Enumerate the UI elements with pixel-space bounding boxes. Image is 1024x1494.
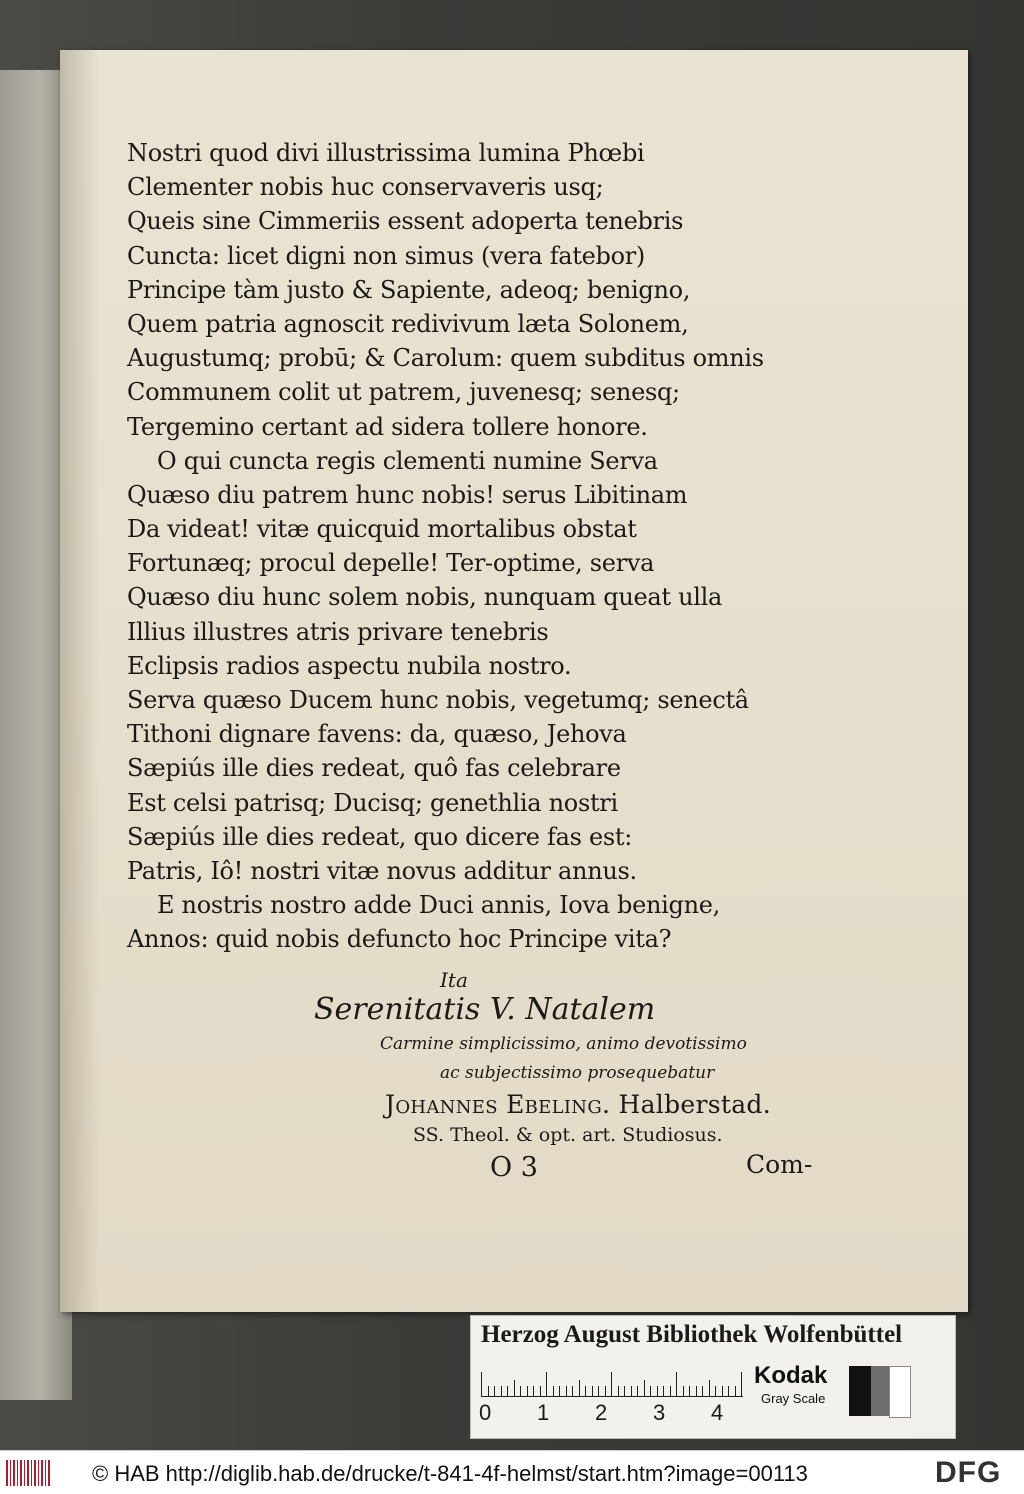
verse-line: Da videat! vitæ quicquid mortalibus obstat <box>127 515 637 544</box>
swatch-black <box>849 1366 871 1416</box>
ruler-tick <box>598 1386 599 1396</box>
ruler-tick <box>481 1372 482 1396</box>
signature-mark: O 3 <box>490 1152 538 1183</box>
ruler-tick <box>696 1386 697 1396</box>
ruler-tick <box>728 1386 729 1396</box>
ruler-tick <box>527 1386 528 1396</box>
swatch-white <box>889 1366 911 1418</box>
ruler-tick <box>605 1386 606 1396</box>
ruler-tick <box>644 1380 645 1396</box>
catchword: Com- <box>746 1150 813 1179</box>
ruler-tick <box>514 1380 515 1396</box>
ruler-number-3: 3 <box>653 1400 666 1425</box>
ruler-tick <box>715 1386 716 1396</box>
ruler-tick <box>501 1386 502 1396</box>
ruler-scale <box>481 1372 743 1397</box>
ruler-tick <box>735 1386 736 1396</box>
author-line <box>385 1090 771 1119</box>
ruler-tick <box>494 1386 495 1396</box>
verse-line: Quæso diu hunc solem nobis, nunquam queat ulla <box>127 583 723 612</box>
ruler-tick <box>559 1386 560 1396</box>
verse-line: Augustumq; probū; & Carolum: quem subditus omnis <box>127 344 764 373</box>
verse-line: Sæpiús ille dies redeat, quô fas celebrare <box>127 754 621 783</box>
dfg-logo: DFG <box>935 1456 1002 1489</box>
verse-line: Principe tàm justo & Sapiente, adeoq; benigno, <box>127 275 691 304</box>
verse-line: Quem patria agnoscit redivivum læta Solonem, <box>127 309 689 338</box>
chart-title: Herzog August Bibliothek Wolfenbüttel <box>481 1321 903 1348</box>
verse-line: Fortunæq; procul depelle! Ter-optime, serva <box>127 549 655 578</box>
page-gutter-shadow <box>60 50 100 1312</box>
ruler-tick <box>631 1386 632 1396</box>
author-studies: SS. Theol. & opt. art. Studiosus. <box>413 1124 723 1146</box>
author-name: Johannes Ebeling. <box>385 1090 611 1119</box>
ruler-tick <box>553 1386 554 1396</box>
ruler-tick <box>618 1386 619 1396</box>
ruler-tick <box>520 1386 521 1396</box>
ruler-number-4: 4 <box>711 1400 724 1425</box>
ruler-tick <box>722 1386 723 1396</box>
ruler-tick <box>507 1386 508 1396</box>
verse-line: Clementer nobis huc conservaveris usq; <box>127 173 604 202</box>
ruler-tick <box>566 1386 567 1396</box>
closing-prosequebatur: ac subjectissimo prosequebatur <box>440 1063 715 1083</box>
verse-line: Annos: quid nobis defuncto hoc Principe vita? <box>127 925 672 954</box>
footer-copyright-link[interactable]: © HAB http://diglib.hab.de/drucke/t-841-4f-helmst/start.htm?image=00113 <box>92 1461 808 1486</box>
verse-line: Cuncta: licet digni non simus (vera fatebor) <box>127 241 645 270</box>
kodak-brand: Kodak <box>754 1362 828 1389</box>
color-calibration-chart <box>470 1315 956 1439</box>
ruler-tick <box>702 1386 703 1396</box>
ruler-number-2: 2 <box>595 1400 608 1425</box>
footer-bar <box>0 1450 1024 1494</box>
ruler-tick <box>533 1386 534 1396</box>
closing-serenitatis: Serenitatis V. Natalem <box>314 992 656 1027</box>
verse-line: Tergemino certant ad sidera tollere honore. <box>127 412 648 441</box>
ruler-tick <box>624 1386 625 1396</box>
verse-line: Est celsi patrisq; Ducisq; genethlia nostri <box>127 788 618 817</box>
ruler-tick <box>585 1386 586 1396</box>
gray-scale-label: Gray Scale <box>761 1391 826 1406</box>
ruler-tick <box>676 1372 677 1396</box>
ruler-tick <box>611 1372 612 1396</box>
verse-line: Communem colit ut patrem, juvenesq; senesq; <box>127 378 680 407</box>
ruler-tick <box>663 1386 664 1396</box>
ruler-tick <box>579 1380 580 1396</box>
ruler-number-0: 0 <box>479 1400 492 1425</box>
verse-line: Tithoni dignare favens: da, quæso, Jehova <box>127 720 627 749</box>
verse-line: Nostri quod divi illustrissima lumina Phœbi <box>127 139 645 167</box>
ruler-tick <box>709 1380 710 1396</box>
ruler-tick <box>689 1386 690 1396</box>
closing-carmine: Carmine simplicissimo, animo devotissimo <box>380 1034 747 1054</box>
verse-line: Queis sine Cimmeriis essent adoperta tenebris <box>127 207 684 236</box>
verse-line: Illius illustres atris privare tenebris <box>127 617 549 646</box>
verse-line: Patris, Iô! nostri vitæ novus additur annus. <box>127 856 637 885</box>
verse-line: E nostris nostro adde Duci annis, Iova benigne, <box>157 891 720 920</box>
ruler-tick <box>670 1386 671 1396</box>
verse-line: Quæso diu patrem hunc nobis! serus Libitinam <box>127 480 688 509</box>
author-place: Halberstad. <box>618 1090 771 1119</box>
closing-ita: Ita <box>440 968 468 992</box>
ruler-tick <box>741 1372 742 1396</box>
swatch-gray <box>871 1366 889 1416</box>
verse-line: Eclipsis radios aspectu nubila nostro. <box>127 651 572 680</box>
ruler-tick <box>650 1386 651 1396</box>
ruler-tick <box>572 1386 573 1396</box>
ruler-number-1: 1 <box>537 1400 550 1425</box>
ruler-tick <box>540 1386 541 1396</box>
ruler-tick <box>657 1386 658 1396</box>
hab-barcode-icon <box>6 1460 50 1486</box>
verse-block <box>127 136 847 957</box>
ruler-tick <box>592 1386 593 1396</box>
verse-line: Serva quæso Ducem hunc nobis, vegetumq; senectâ <box>127 686 749 714</box>
verse-line: Sæpiús ille dies redeat, quo dicere fas est: <box>127 822 633 851</box>
ruler-tick <box>683 1386 684 1396</box>
ruler-tick <box>488 1386 489 1396</box>
ruler-tick <box>546 1372 547 1396</box>
ruler-tick <box>637 1386 638 1396</box>
verse-line: O qui cuncta regis clementi numine Serva <box>157 446 658 475</box>
